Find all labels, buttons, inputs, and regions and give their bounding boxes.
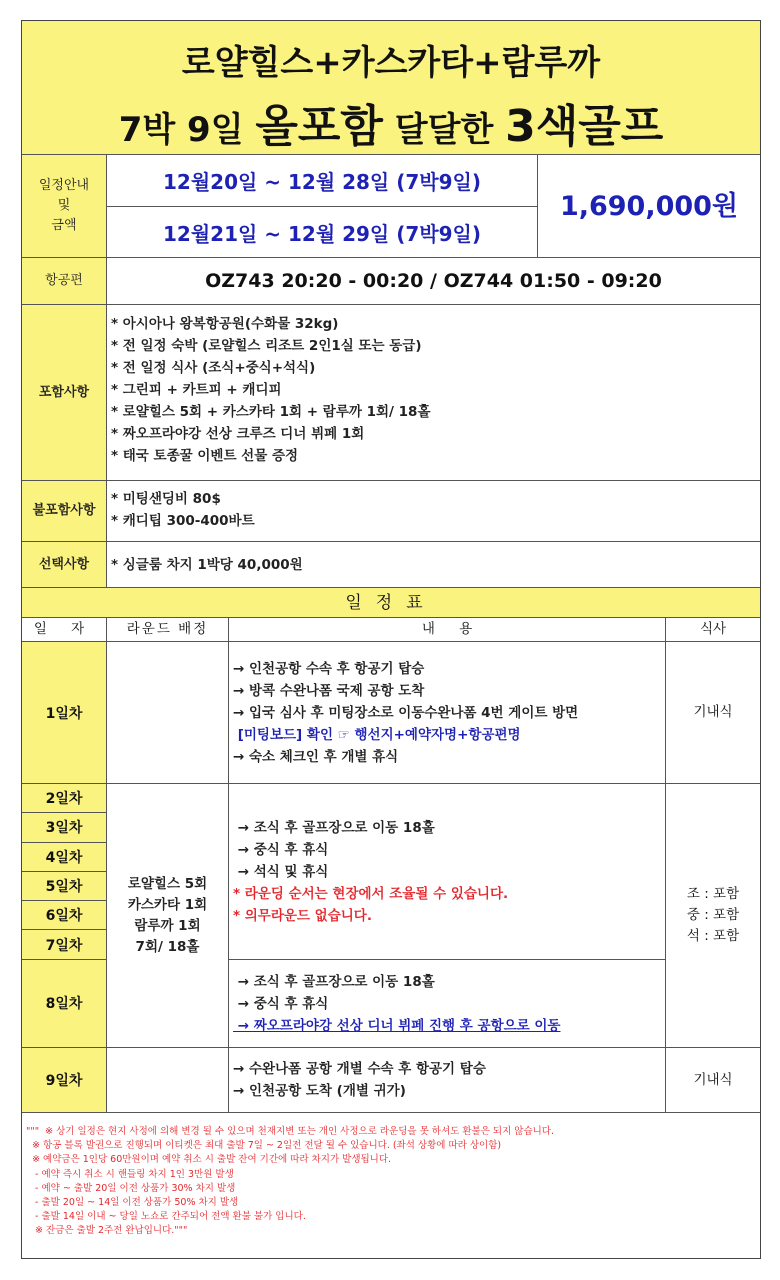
day-1-round	[107, 642, 229, 783]
excluded-item: * 미팅샌딩비 80$	[111, 491, 221, 507]
included-item: * 전 일정 숙박 (로얄힐스 리조트 2인1실 또는 동급)	[111, 338, 422, 354]
included-item: * 태국 토종꿀 이벤트 선물 증정	[111, 448, 299, 464]
round-assignment	[107, 784, 229, 1047]
day-line: → 중식 후 휴식	[233, 841, 329, 858]
day-9-meal: 기내식	[693, 1071, 733, 1088]
days-2-7-content	[229, 784, 665, 960]
excluded-row	[22, 481, 760, 542]
departure-date-2: 12월21일 ~ 12월 29일 (7박9일)	[107, 206, 537, 257]
excluded-label: 불포함사항	[22, 481, 107, 541]
title-line-2	[22, 84, 760, 154]
title-banner	[22, 21, 760, 155]
note-line: ※ 잔금은 출발 2주전 완납입니다."""	[26, 1225, 188, 1237]
schedule-price-label	[22, 155, 107, 257]
day-7-label: 7일차	[22, 930, 106, 959]
days-2-8-meals	[666, 784, 760, 1047]
flight-row	[22, 258, 760, 305]
label-line: 일정안내	[38, 178, 90, 193]
day-8-line: → 중식 후 휴식	[233, 995, 329, 1012]
optional-list	[107, 542, 760, 587]
included-label: 포함사항	[22, 305, 107, 480]
included-item: * 전 일정 식사 (조식+중식+석식)	[111, 360, 316, 376]
flight-label: 항공편	[22, 258, 107, 304]
warning-line: * 라운딩 순서는 현장에서 조율될 수 있습니다.	[233, 885, 509, 902]
days-2-8-block	[22, 784, 760, 1048]
day-1-row	[22, 642, 760, 784]
optional-item: * 싱글룸 차지 1박당 40,000원	[111, 556, 303, 573]
title-three-color-golf: 3색골프	[505, 101, 664, 152]
day-9-content	[229, 1048, 666, 1112]
round-item: 7회/ 18홀	[135, 938, 200, 955]
meal-lunch: 중 : 포함	[686, 907, 740, 923]
day-1-meal: 기내식	[693, 704, 733, 720]
departure-date-1: 12월20일 ~ 12월 28일 (7박9일)	[163, 170, 481, 194]
day-1-content	[229, 642, 666, 783]
meal-breakfast: 조 : 포함	[686, 886, 740, 902]
day-line: → 조식 후 골프장으로 이동 18홀	[233, 819, 435, 836]
day-8-label: 8일차	[45, 996, 83, 1013]
day-1-line: → 인천공항 수속 후 항공기 탑승	[233, 660, 425, 677]
days-2-8-content	[229, 784, 666, 1047]
note-line: ※ 예약금은 1인당 60만원이며 예약 취소 시 출발 잔여 기간에 따라 차지가 발생됩니다.	[26, 1154, 392, 1166]
excluded-list	[107, 481, 760, 541]
terms-notes	[22, 1113, 760, 1258]
warning-line: * 의무라운드 없습니다.	[233, 907, 372, 924]
note-line: ※ 항공 블록 발권으로 진행되며 이티켓은 최대 출발 7일 ~ 2일전 전달 될 수 있습니다. (좌석 상황에 따라 상이함)	[26, 1140, 502, 1152]
day-1-line: → 숙소 체크인 후 개별 휴식	[233, 748, 399, 765]
days-2-8-labels	[22, 784, 107, 1047]
label-line: 금액	[51, 218, 77, 233]
golf-package-sheet	[21, 20, 761, 1259]
day-4-label: 4일차	[22, 843, 106, 872]
day-9-row	[22, 1048, 760, 1113]
column-date: 일 자	[22, 618, 107, 641]
meeting-board-line: [미팅보드] 확인 ☞ 행선지+예약자명+항공편명	[233, 726, 521, 743]
day-3-label: 3일차	[22, 813, 106, 842]
included-item: * 아시아나 왕복항공원(수화물 32kg)	[111, 316, 339, 332]
day-1-line: → 입국 심사 후 미팅장소로 이동수완나폼 4번 게이트 방면	[233, 704, 579, 721]
column-content: 내 용	[229, 618, 666, 641]
schedule-price-row	[22, 155, 760, 258]
included-item: * 로얄힐스 5회 + 카스카타 1회 + 람루까 1회/ 18홀	[111, 404, 431, 420]
day-8-content	[229, 960, 665, 1047]
included-list	[107, 305, 760, 480]
note-line: - 출발 14일 이내 ~ 당일 노쇼로 간주되어 전액 환불 불가 입니다.	[26, 1211, 306, 1223]
day-8-line: → 조식 후 골프장으로 이동 18홀	[233, 973, 435, 990]
day-line: → 석식 및 휴식	[233, 863, 329, 880]
optional-row	[22, 542, 760, 588]
note-line: - 출발 20일 ~ 14일 이전 상품가 50% 차지 발생	[26, 1197, 239, 1209]
note-line: """ ※ 상기 일정은 현지 사정에 의해 변경 될 수 있으며 천재지변 또는 개인 사정으로 라운딩을 못 하셔도 환불은 되지 않습니다.	[26, 1126, 555, 1137]
meal-dinner: 석 : 포함	[686, 928, 740, 944]
optional-label: 선택사항	[22, 542, 107, 587]
title-sweet: 달달한	[382, 110, 506, 150]
itinerary-header: 일정표	[22, 588, 760, 618]
day-9-round	[107, 1048, 229, 1112]
itinerary-column-headers	[22, 618, 760, 642]
day-9-label: 9일차	[22, 1048, 107, 1112]
column-meal: 식사	[699, 621, 727, 637]
cruise-dinner-link[interactable]: → 짜오프라야강 선상 디너 뷔페 진행 후 공항으로 이동	[233, 1017, 561, 1034]
day-5-label: 5일차	[22, 872, 106, 901]
day-1-label: 1일차	[22, 642, 107, 783]
column-round: 라운드 배정	[107, 618, 229, 641]
label-line: 및	[57, 198, 71, 213]
day-6-label: 6일차	[22, 901, 106, 930]
departure-dates	[107, 155, 538, 257]
flight-info: OZ743 20:20 - 00:20 / OZ744 01:50 - 09:20	[205, 270, 662, 292]
day-1-line: → 방콕 수완나폼 국제 공항 도착	[233, 682, 425, 699]
included-row	[22, 305, 760, 481]
day-2-label: 2일차	[22, 784, 106, 813]
round-item: 람루까 1회	[134, 917, 201, 934]
day-9-line: → 수완나폼 공항 개별 수속 후 항공기 탑승	[233, 1061, 486, 1077]
title-all-inclusive: 올포함	[255, 101, 383, 152]
included-item: * 짜오프라야강 선상 크루즈 디너 뷔페 1회	[111, 426, 365, 442]
title-line-1: 로얄힐스+카스카타+람루까	[181, 43, 601, 83]
note-line: - 예약 ~ 출발 20일 이전 상품가 30% 차지 발생	[26, 1182, 236, 1194]
round-item: 카스카타 1회	[127, 896, 208, 913]
title-nights-days: 7박 9일	[118, 110, 256, 150]
excluded-item: * 캐디팁 300-400바트	[111, 513, 255, 529]
round-item: 로얄힐스 5회	[127, 875, 208, 892]
package-price: 1,690,000원	[559, 190, 739, 222]
included-item: * 그린피 + 카트피 + 캐디피	[111, 382, 282, 398]
day-9-line: → 인천공항 도착 (개별 귀가)	[233, 1083, 406, 1099]
note-line: - 예약 즉시 취소 시 핸들링 차지 1인 3만원 발생	[26, 1168, 234, 1180]
